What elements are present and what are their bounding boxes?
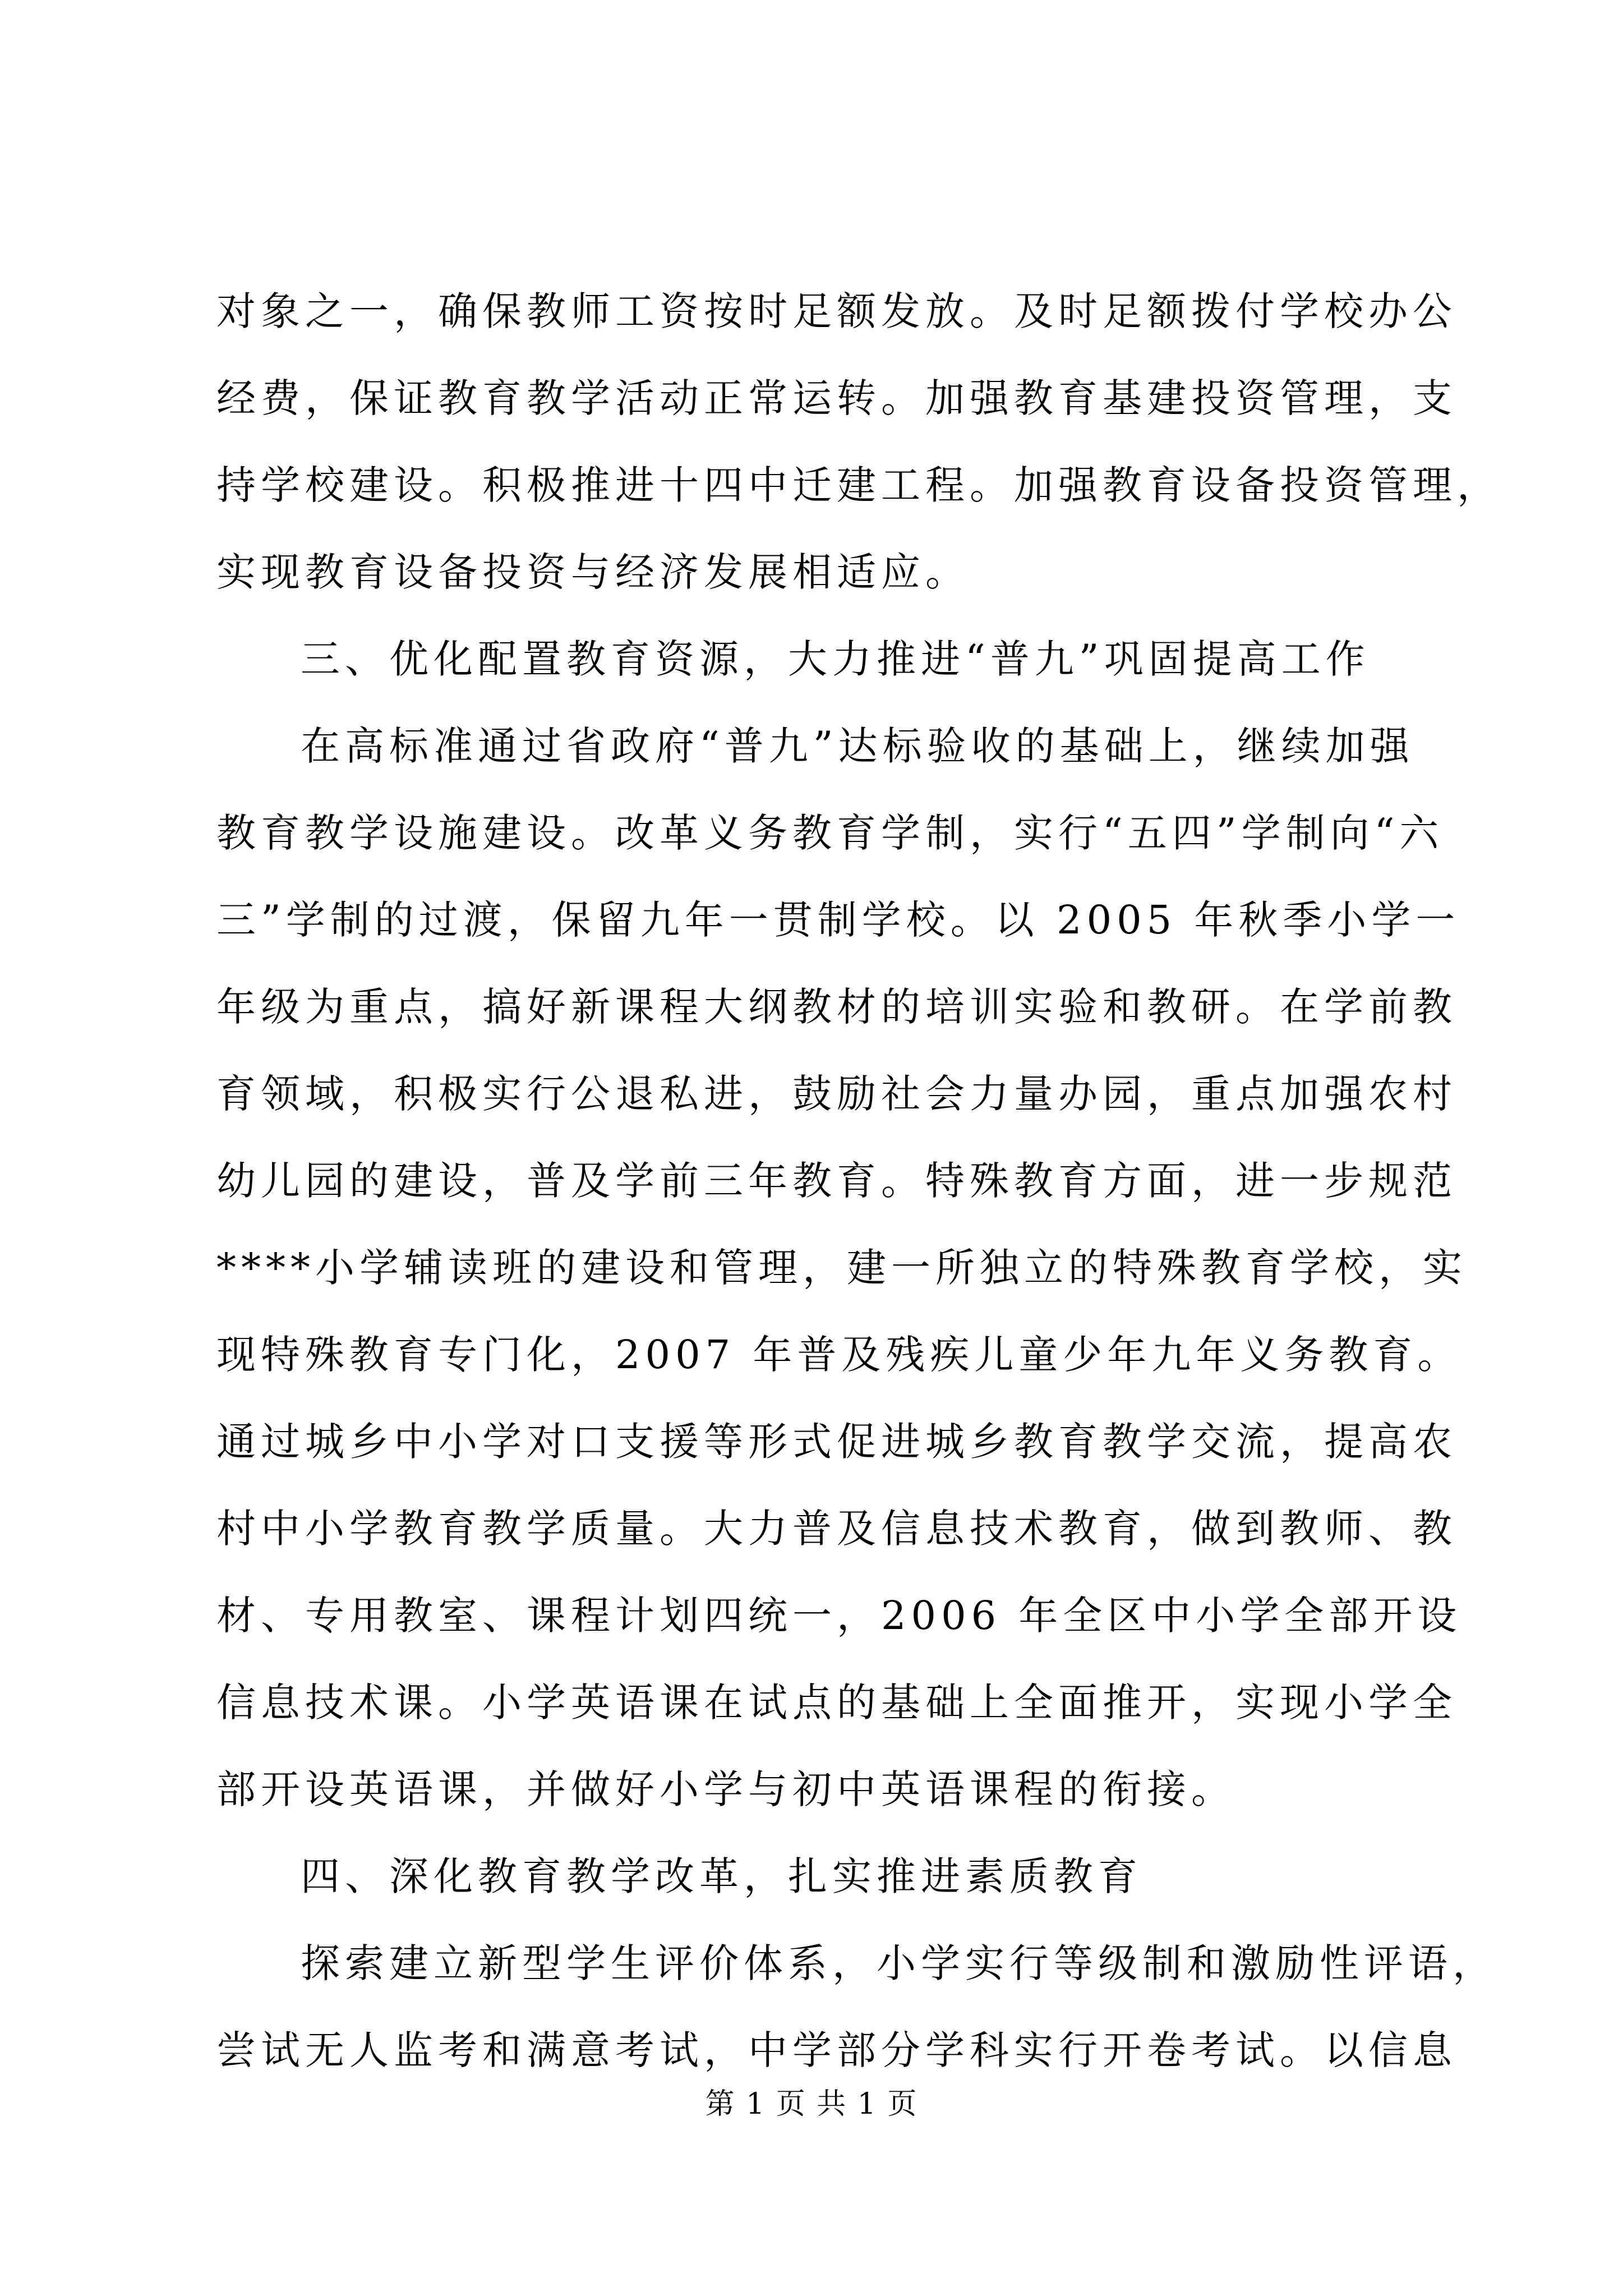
text-line: 在高标准通过省政府“普九”达标验收的基础上，继续加强 xyxy=(301,723,1414,769)
page-footer xyxy=(0,2080,1623,2122)
text-line: 尝试无人监考和满意考试，中学部分学科实行开卷考试。以信息 xyxy=(216,2027,1457,2073)
text-line: 育领域，积极实行公退私进，鼓励社会力量办园，重点加强农村 xyxy=(216,1071,1457,1117)
document-body xyxy=(216,268,1501,2094)
text-line: 信息技术课。小学英语课在试点的基础上全面推开，实现小学全 xyxy=(216,1680,1457,1726)
text-line: 经费，保证教育教学活动正常运转。加强教育基建投资管理，支 xyxy=(216,375,1457,421)
section-heading: 三、优化配置教育资源，大力推进“普九”巩固提高工作 xyxy=(301,636,1370,682)
text-line: 探索建立新型学生评价体系，小学实行等级制和激励性评语， xyxy=(301,1940,1497,1986)
text-line: 持学校建设。积极推进十四中迁建工程。加强教育设备投资管理， xyxy=(216,462,1501,508)
text-line: 实现教育设备投资与经济发展相适应。 xyxy=(216,549,970,595)
text-line: 现特殊教育专门化，2007 年普及残疾儿童少年九年义务教育。 xyxy=(216,1332,1462,1378)
section-heading: 四、深化教育教学改革，扎实推进素质教育 xyxy=(301,1853,1142,1899)
text-line: 部开设英语课，并做好小学与初中英语课程的衔接。 xyxy=(216,1766,1235,1812)
text-line: 教育教学设施建设。改革义务教育学制，实行“五四”学制向“六 xyxy=(216,810,1444,856)
text-line: 幼儿园的建设，普及学前三年教育。特殊教育方面，进一步规范 xyxy=(216,1158,1457,1204)
text-line: 对象之一，确保教师工资按时足额发放。及时足额拨付学校办公 xyxy=(216,288,1457,334)
text-line: 材、专用教室、课程计划四统一，2006 年全区中小学全部开设 xyxy=(216,1593,1462,1639)
text-line: 三”学制的过渡，保留九年一贯制学校。以 2005 年秋季小学一 xyxy=(216,897,1460,943)
page-number: 第 1 页 共 1 页 xyxy=(705,2087,918,2121)
text-line: 通过城乡中小学对口支援等形式促进城乡教育教学交流，提高农 xyxy=(216,1419,1457,1465)
text-line: ****小学辅读班的建设和管理，建一所独立的特殊教育学校，实 xyxy=(216,1245,1467,1291)
text-line: 年级为重点，搞好新课程大纲教材的培训实验和教研。在学前教 xyxy=(216,984,1457,1030)
text-line: 村中小学教育教学质量。大力普及信息技术教育，做到教师、教 xyxy=(216,1506,1457,1552)
